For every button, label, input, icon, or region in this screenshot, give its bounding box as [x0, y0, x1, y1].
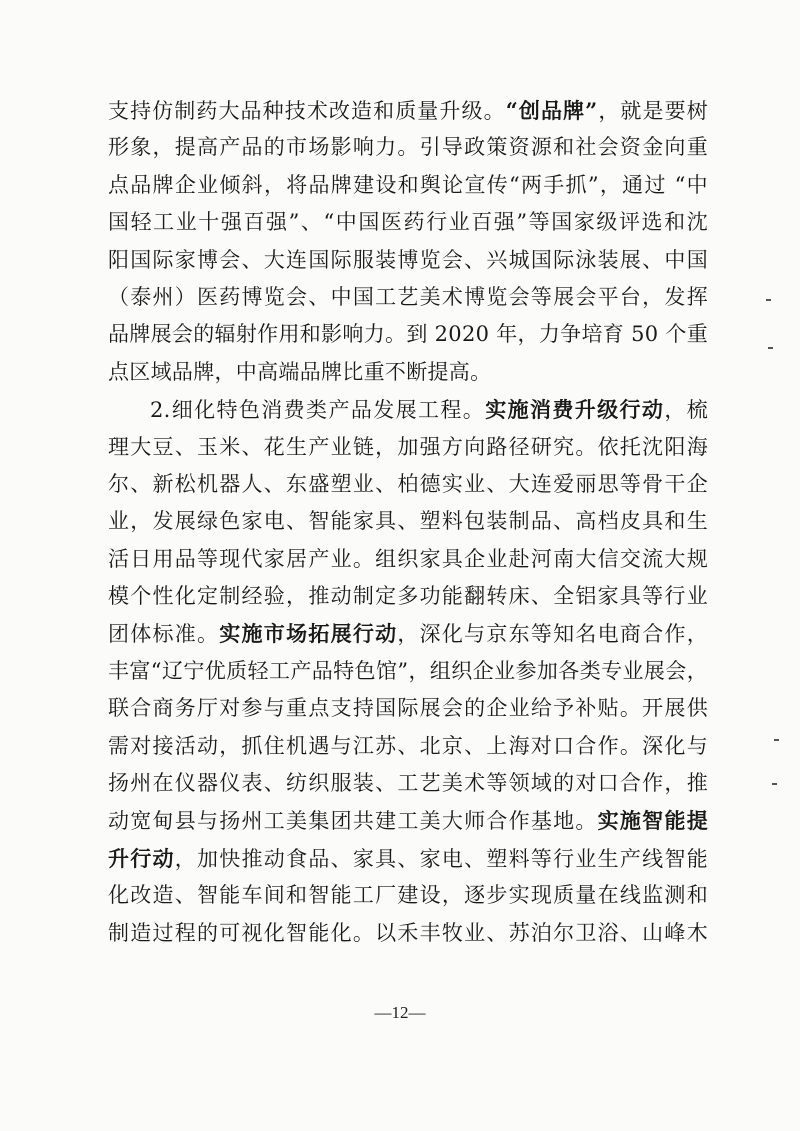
- text-run: 2.细化特色消费类产品发展工程。: [150, 398, 486, 423]
- scan-mark: [768, 347, 773, 349]
- text-run: 业，发展绿色家电、智能家具、塑料包装制品、高档皮具和生: [108, 509, 708, 534]
- text-run: 国轻工业十强百强”、“中国医药行业百强”等国家级评选和沈: [108, 210, 708, 235]
- text-line: [108, 466, 708, 503]
- text-run: 团体标准。: [108, 622, 220, 647]
- text-run: 点区域品牌，中高端品牌比重不断提高。: [108, 359, 492, 384]
- text-line: [108, 503, 708, 540]
- text-run: ，深化与京东等知名电商合作，: [397, 622, 709, 647]
- text-run: ，就是要树: [597, 99, 708, 123]
- text-run: 制造过程的可视化智能化。以禾丰牧业、苏泊尔卫浴、山峰木: [108, 920, 708, 945]
- text-run: 形象，提高产品的市场影响力。引导政策资源和社会资金向重: [108, 135, 708, 160]
- text-line: [108, 840, 708, 877]
- text-line: [108, 802, 708, 839]
- bold-text-run: 实施消费升级行动: [485, 397, 665, 423]
- text-run: 阳国际家博会、大连国际服装博览会、兴城国际泳装展、中国: [108, 247, 708, 272]
- page-number: —12—: [374, 1003, 426, 1022]
- text-line: [108, 690, 708, 727]
- bold-text-run: 升行动: [108, 845, 175, 871]
- text-line: [108, 877, 708, 914]
- bold-text-run: 实施智能提: [597, 808, 709, 834]
- text-line: [108, 129, 708, 166]
- scan-mark: [774, 739, 779, 741]
- text-line: [108, 429, 708, 466]
- text-run: 活日用品等现代家居产业。组织家具企业赴河南大信交流大规: [108, 546, 708, 571]
- text-line: [108, 728, 708, 765]
- text-line: [108, 167, 708, 204]
- text-run: 品牌展会的辐射作用和影响力。到 2020 年，力争培育 50 个重: [108, 322, 708, 347]
- text-run: 点品牌企业倾斜，将品牌建设和舆论宣传“两手抓”，通过 “中: [108, 172, 708, 197]
- text-line: [108, 391, 708, 428]
- text-run: 理大豆、玉米、花生产业链，加强方向路径研究。依托沈阳海: [108, 434, 708, 459]
- text-run: 联合商务厅对参与重点支持国际展会的企业给予补贴。开展供: [108, 696, 708, 721]
- text-line: [108, 653, 708, 690]
- scan-mark: [772, 783, 777, 785]
- text-run: ，加快推动食品、家具、家电、塑料等行业生产线智能: [174, 846, 708, 871]
- scan-mark: [766, 299, 771, 301]
- text-run: 需对接活动，抓住机遇与江苏、北京、上海对口合作。深化与: [108, 733, 708, 758]
- text-run: （泰州）医药博览会、中国工艺美术博览会等展会平台，发挥: [108, 284, 708, 309]
- text-run: 扬州在仪器仪表、纺织服装、工艺美术等领域的对口合作，推: [108, 771, 708, 796]
- text-run: 尔、新松机器人、东盛塑业、柏德实业、大连爱丽思等骨干企: [108, 471, 708, 496]
- text-line: [108, 316, 708, 353]
- bold-text-run: “创品牌”: [505, 98, 598, 123]
- text-line: [108, 279, 708, 316]
- text-run: 丰富“辽宁优质轻工产品特色馆”，组织企业参加各类专业展会，: [108, 658, 708, 683]
- text-run: ，梳: [664, 398, 709, 423]
- text-line: [108, 242, 708, 279]
- text-line: [108, 765, 708, 802]
- text-line: [108, 541, 708, 578]
- text-run: 支持仿制药大品种技术改造和质量升级。: [108, 99, 506, 123]
- text-line: [108, 578, 708, 615]
- text-run: 化改造、智能车间和智能工厂建设，逐步实现质量在线监测和: [108, 883, 708, 908]
- text-line: [108, 204, 708, 241]
- body-text: [108, 92, 708, 952]
- text-line: [108, 92, 708, 129]
- bold-text-run: 实施市场拓展行动: [219, 621, 398, 647]
- text-run: 模个性化定制经验，推动制定多功能翻转床、全铝家具等行业: [108, 584, 708, 609]
- text-line: [108, 354, 708, 391]
- text-line: [108, 915, 708, 952]
- text-line: [108, 615, 708, 652]
- text-run: 动宽甸县与扬州工美集团共建工美大师合作基地。: [108, 809, 598, 834]
